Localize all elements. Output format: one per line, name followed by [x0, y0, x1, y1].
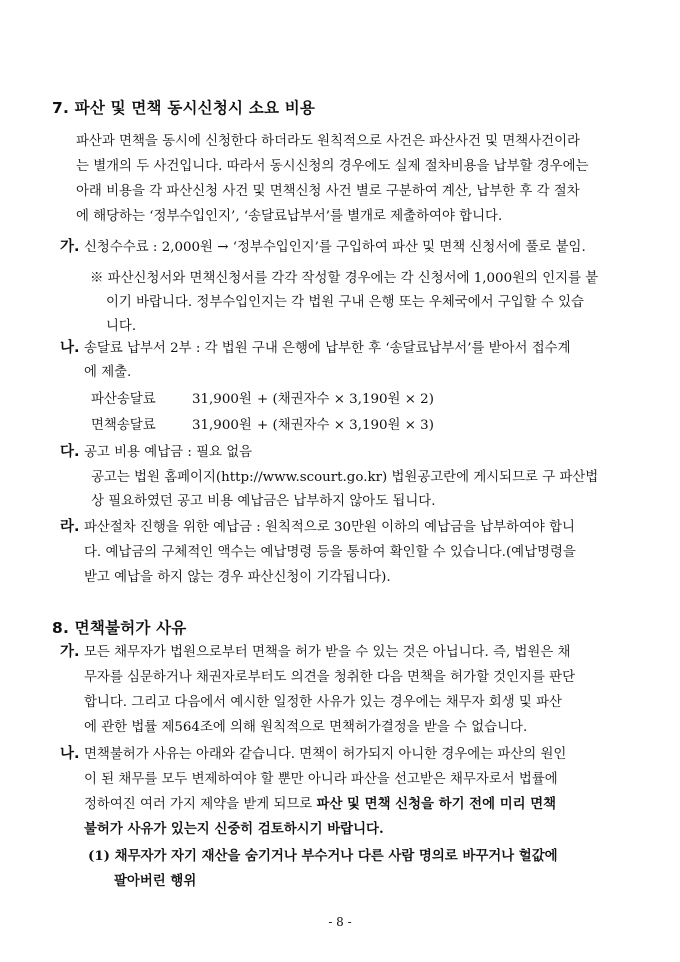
s7-ga-text: 신청수수료 : 2,000원 → ‘정부수입인지’를 구입하여 파산 및 면책 신청서에 풀로 붙임.	[84, 240, 586, 255]
s7-intro-line-2: 는 별개의 두 사건입니다. 따라서 동시신청의 경우에도 실제 절차비용을 납부할 경우에는	[76, 159, 589, 174]
s8-item-1-line-1: (1) 채무자가 자기 재산을 숨기거나 부수거나 다른 사람 명의로 바꾸거나 헐값에	[88, 848, 558, 864]
s7-ra-line-2: 다. 예납금의 구체적인 액수는 예납명령 등을 통하여 확인할 수 있습니다.(예납명령을	[84, 545, 576, 560]
s8-item-1-line-2: 팔아버린 행위	[114, 873, 197, 889]
s8-na-line-3	[84, 798, 556, 811]
s7-intro-line-4: 에 해당하는 ‘정부수입인지’, ‘송달료납부서’를 별개로 제출하여야 합니다.	[76, 209, 503, 224]
section-7-heading: 7. 파산 및 면책 동시신청시 소요 비용	[52, 99, 316, 117]
s7-note-line-2: 이기 바랍니다. 정부수입인지는 각 법원 구내 은행 또는 우체국에서 구입할 수 있습	[106, 295, 584, 310]
s7-na-line-1: 송달료 납부서 2부 : 각 법원 구내 은행에 납부한 후 ‘송달료납부서’를 받아서 접수계	[84, 341, 571, 356]
s7-note-line-3: 니다.	[106, 319, 137, 334]
s7-ra-marker: 라.	[60, 519, 80, 535]
fee-amount-discharge: 31,900원	[192, 418, 252, 433]
s7-ga-marker: 가.	[60, 239, 80, 255]
s8-na-line-3-emphasis: 파산 및 면책 신청을 하기 전에 미리 면책	[316, 796, 557, 812]
s7-da-marker: 다.	[60, 444, 80, 460]
section-8-heading: 8. 면책불허가 사유	[52, 619, 187, 637]
s7-ra-line-1: 파산절차 진행을 위한 예납금 : 원칙적으로 30만원 이하의 예납금을 납부하여야 합니	[84, 520, 575, 535]
s8-ga-line-3: 합니다. 그리고 다음에서 예시한 일정한 사유가 있는 경우에는 채무자 회생 및 파산	[84, 695, 562, 710]
s7-da-detail-2: 상 필요하였던 공고 비용 예납금은 납부하지 않아도 됩니다.	[91, 494, 436, 509]
fee-formula-discharge: + (채권자수 × 3,190원 × 3)	[257, 418, 434, 433]
s7-da-text: 공고 비용 예납금 : 필요 없음	[84, 445, 253, 460]
s7-na-line-2: 에 제출.	[84, 365, 132, 380]
s8-na-line-4-emphasis: 불허가 사유가 있는지 신중히 검토하시기 바랍니다.	[84, 821, 384, 837]
s8-na-marker: 나.	[60, 746, 80, 762]
s7-note-line-1: ※ 파산신청서와 면책신청서를 각각 작성할 경우에는 각 신청서에 1,000원의 인지를 붙	[90, 271, 599, 286]
s8-na-line-3-plain: 정하여진 여러 가지 제약을 받게 되므로	[84, 797, 317, 812]
s7-da-detail-1: 공고는 법원 홈페이지(http://www.scourt.go.kr) 법원공고란에 게시되므로 구 파산법	[91, 470, 599, 485]
s8-ga-line-4: 에 관한 법률 제564조에 의해 원칙적으로 면책허가결정을 받을 수 없습니다.	[84, 720, 528, 735]
s8-ga-marker: 가.	[60, 644, 80, 660]
page-number: - 8 -	[328, 915, 352, 929]
s8-ga-line-2: 무자를 심문하거나 채권자로부터도 의견을 청취한 다음 면책을 허가할 것인지를 판단	[84, 670, 576, 685]
s7-intro-line-1: 파산과 면책을 동시에 신청한다 하더라도 원칙적으로 사건은 파산사건 및 면책사건이라	[76, 134, 580, 149]
s7-intro-line-3: 아래 비용을 각 파산신청 사건 및 면책신청 사건 별로 구분하여 계산, 납부한 후 각 절차	[76, 184, 580, 199]
s8-ga-line-1: 모든 채무자가 법원으로부터 면책을 허가 받을 수 있는 것은 아닙니다. 즉, 법원은 채	[84, 645, 571, 660]
fee-formula-bankruptcy: + (채권자수 × 3,190원 × 2)	[257, 392, 434, 407]
fee-label-discharge: 면책송달료	[91, 418, 156, 433]
s8-na-line-2: 이 된 채무를 모두 변제하여야 할 뿐만 아니라 파산을 선고받은 채무자로서 법률에	[84, 772, 558, 787]
s8-na-line-1: 면책불허가 사유는 아래와 같습니다. 면책이 허가되지 아니한 경우에는 파산의 원인	[84, 747, 567, 762]
fee-amount-bankruptcy: 31,900원	[192, 392, 252, 407]
fee-label-bankruptcy: 파산송달료	[91, 392, 156, 407]
s7-ra-line-3: 받고 예납을 하지 않는 경우 파산신청이 기각됩니다).	[84, 570, 391, 585]
s7-na-marker: 나.	[60, 340, 80, 356]
